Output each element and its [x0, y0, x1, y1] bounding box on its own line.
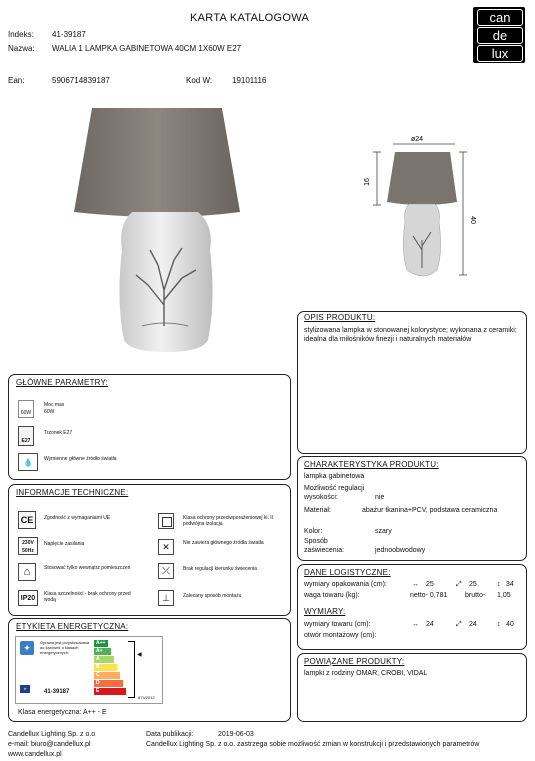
energy-label — [15, 636, 163, 704]
footer-company: Candellux Lighting Sp. z o.o — [8, 731, 96, 738]
glowne-item-1-text: Trzonek E27 — [44, 430, 73, 436]
name-label: Nazwa: — [8, 44, 35, 53]
footer-pub-label: Data publikacji: — [146, 731, 194, 738]
voltage-icon — [18, 537, 38, 555]
glowne-title: GŁÓWNE PARAMETRY: — [16, 378, 109, 387]
index-label: Indeks: — [8, 30, 34, 39]
char-color-label: Kolor: — [304, 528, 323, 535]
ce-mark-label: CE — [20, 515, 34, 525]
footer-www[interactable]: www.candellux.pl — [8, 751, 62, 758]
log-brutto-value: 1,05 — [497, 592, 511, 599]
dim-total-height: 40 — [469, 216, 476, 224]
bulb-power-icon — [18, 400, 34, 418]
energy-arrow-icon: ◀ — [137, 652, 142, 658]
info-left-0-text: Zgodność z wymaganiami UE — [44, 515, 111, 521]
energy-lamp-icon: ✦ — [20, 641, 34, 655]
log-brutto: brutto- — [465, 592, 486, 599]
wym-h: 40 — [506, 621, 514, 628]
socket-icon — [18, 426, 34, 446]
info-left-1-text: Napięcie zasilania — [44, 541, 85, 547]
info-left-3-text: Klasa szczelności - brak ochrony przed wodą — [44, 591, 131, 603]
info-right-1-text: Nie zawiera głównego źródła światła — [183, 540, 264, 546]
glowne-section — [8, 374, 291, 480]
wym-d: 24 — [469, 621, 477, 628]
ip-rating-icon — [18, 590, 38, 606]
socket-icon-label: E27 — [21, 438, 31, 444]
page-title: KARTA KATALOGOWA — [190, 12, 310, 24]
energy-class-bar: B — [94, 664, 117, 671]
logo-line-2: de — [477, 27, 523, 44]
product-photo — [70, 100, 260, 360]
wym-dim-label: wymiary towaru (cm): — [304, 621, 371, 628]
log-pack-h-icon: ↕ — [497, 581, 501, 588]
logo-line-3: lux — [477, 45, 523, 62]
wym-d-icon: ⤢ — [456, 621, 462, 628]
name-value: WALIA 1 LAMPKA GABINETOWA 40CM 1X60W E27 — [52, 44, 242, 53]
energy-class-bar: A++ — [94, 640, 108, 647]
footer-email[interactable]: e-mail: biuro@candellux.pl — [8, 741, 91, 748]
info-left-2-text: Stosować tylko wewnątrz pomieszczeń — [44, 565, 131, 571]
glowne-item-0-text1: Moc max — [44, 402, 65, 408]
energy-class-bar: E — [94, 688, 126, 695]
char-light-label: Sposób zaświecenia: — [304, 538, 345, 554]
footer-disclaimer: Candellux Lighting Sp. z o.o. zastrzega sobie możliwość zmian w konstrukcji i przedstawionych parametrów — [146, 741, 480, 748]
info-right-0-text: Klasa ochrony przeciwporażeniowej kl. II podwójna izolacja — [183, 515, 274, 527]
wym-h-icon: ↕ — [497, 621, 501, 628]
dim-shade-height: 16 — [364, 178, 371, 186]
wym-hole-label: otwór montażowy (cm): — [304, 632, 377, 639]
char-reg-value: nie — [375, 494, 385, 501]
ce-mark-icon — [18, 511, 36, 529]
energy-year: 874/2012 — [138, 695, 155, 700]
char-mat-label: Materiał: — [304, 507, 331, 514]
kodw-value: 19101116 — [232, 76, 267, 85]
energy-class-bar: D — [94, 680, 123, 687]
dim-diameter: ø24 — [410, 136, 424, 143]
energy-bracket — [128, 641, 135, 698]
bulb-power-icon-label: 60W — [20, 410, 32, 416]
ean-label: Ean: — [8, 76, 25, 85]
wym-w-icon: ↔ — [412, 621, 419, 628]
kodw-label: Kod W: — [186, 76, 213, 85]
char-color-value: szary — [375, 528, 392, 535]
logo-line-1: can — [477, 9, 523, 26]
energy-class-line: Klasa energetyczna: A++ - E — [18, 709, 107, 716]
energy-class-bar: A — [94, 656, 114, 663]
log-pack-d: 25 — [469, 581, 477, 588]
log-weight-label: waga towaru (kg): — [304, 592, 360, 599]
log-netto: netto- 0,781 — [410, 592, 448, 599]
mounting-icon: ⊥ — [158, 590, 174, 606]
char-type: lampka gabinetowa — [304, 473, 365, 480]
replaceable-source-icon: 💧 — [18, 453, 38, 471]
log-pack-label: wymiary opakowania (cm): — [304, 581, 387, 588]
informacje-title: INFORMACJE TECHNICZNE: — [16, 488, 129, 497]
char-light-value: jednoobwodowy — [375, 547, 426, 554]
index-value: 41-39187 — [52, 30, 86, 39]
logistyczne-title: DANE LOGISTYCZNE: — [304, 568, 391, 577]
voltage-icon-label: 230V 50Hz — [22, 540, 34, 554]
energy-note: Oprawa jest przystosowana do żarówek o klasach energetycznych: — [40, 640, 90, 655]
glowne-item-0-text2: 60W — [44, 409, 55, 415]
etykieta-title: ETYKIETA ENERGETYCZNA: — [16, 622, 129, 631]
energy-class-bar: A+ — [94, 648, 111, 655]
energy-classes — [94, 640, 126, 696]
info-right-2-text: Brak regulacji kierunku świecenia — [183, 566, 257, 572]
char-mat-value: abażur tkanina+PCV, podstawa ceramiczna — [362, 507, 498, 514]
log-pack-h: 34 — [506, 581, 514, 588]
dimension-drawing — [355, 130, 475, 280]
eu-flag-icon: ★ — [20, 685, 30, 693]
energy-code: 41-39187 — [44, 689, 70, 695]
ean-value: 5906714839187 — [52, 76, 110, 85]
info-right-3-text: Zalecany sposób montażu — [183, 593, 242, 599]
powiazane-text: lampki z rodziny OMAR, CROBI, VIDAL — [304, 670, 428, 677]
protection-class-icon — [158, 513, 174, 529]
footer-pub-date: 2019-06-03 — [218, 731, 254, 738]
wym-w: 24 — [426, 621, 434, 628]
opis-text: stylizowana lampka w stonowanej kolorystyce; wykonana z ceramiki; idealna dla miłośników finezji i naturalnych materiałów — [304, 327, 517, 343]
charakterystyka-title: CHARAKTERYSTYKA PRODUKTU: — [304, 460, 439, 469]
no-direction-adjust-icon: ⤫ — [158, 563, 174, 579]
char-reg-label: Możliwość regulacji wysokości: — [304, 485, 365, 501]
ip-rating-label: IP20 — [20, 595, 36, 602]
log-pack-d-icon: ⤢ — [456, 581, 462, 588]
candellux-logo — [473, 7, 525, 63]
log-pack-w: 25 — [426, 581, 434, 588]
energy-class-bar: C — [94, 672, 120, 679]
log-pack-w-icon: ↔ — [412, 581, 419, 588]
no-bulb-included-icon: ✕ — [158, 539, 174, 555]
indoor-house-icon: ⌂ — [18, 563, 36, 581]
powiazane-title: POWIĄZANE PRODUKTY: — [304, 657, 405, 666]
wymiary-title: WYMIARY: — [304, 607, 346, 616]
glowne-item-2-text: Wymienne główne źródło światła — [44, 456, 117, 462]
opis-title: OPIS PRODUKTU: — [304, 313, 376, 322]
